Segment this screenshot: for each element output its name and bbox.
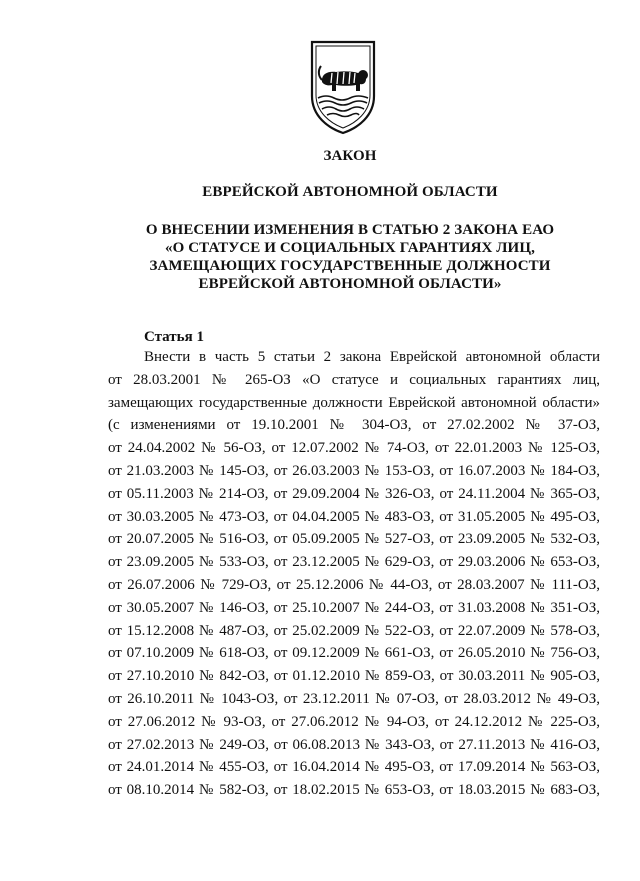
body-line: от 21.03.2003 № 145-ОЗ, от 26.03.2003 № 153-ОЗ, от 16.07.2003 № 184-ОЗ, bbox=[108, 462, 600, 479]
law-subtitle bbox=[120, 221, 580, 293]
body-line: замещающих государственные должности Еврейской автономной области» bbox=[108, 394, 600, 411]
body-line: от 27.06.2012 № 93-ОЗ, от 27.06.2012 № 94-ОЗ, от 24.12.2012 № 225-ОЗ, bbox=[108, 713, 600, 730]
body-line: от 24.01.2014 № 455-ОЗ, от 16.04.2014 № 495-ОЗ, от 17.09.2014 № 563-ОЗ, bbox=[108, 759, 600, 776]
body-line: от 23.09.2005 № 533-ОЗ, от 23.12.2005 № 629-ОЗ, от 29.03.2006 № 653-ОЗ, bbox=[108, 554, 600, 571]
coat-of-arms-icon bbox=[308, 38, 378, 136]
region-title: ЕВРЕЙСКОЙ АВТОНОМНОЙ ОБЛАСТИ bbox=[202, 184, 498, 200]
article-body bbox=[108, 346, 600, 802]
subtitle-line: О ВНЕСЕНИИ ИЗМЕНЕНИЯ В СТАТЬЮ 2 ЗАКОНА ЕАО bbox=[145, 222, 555, 238]
subtitle-line: ЕВРЕЙСКОЙ АВТОНОМНОЙ ОБЛАСТИ» bbox=[198, 276, 502, 292]
body-line: от 15.12.2008 № 487-ОЗ, от 25.02.2009 № 522-ОЗ, от 22.07.2009 № 578-ОЗ, bbox=[108, 622, 600, 639]
article-title: Статья 1 bbox=[144, 329, 204, 345]
subtitle-line: «О СТАТУСЕ И СОЦИАЛЬНЫХ ГАРАНТИЯХ ЛИЦ, bbox=[165, 240, 535, 256]
body-line: от 08.10.2014 № 582-ОЗ, от 18.02.2015 № 653-ОЗ, от 18.03.2015 № 683-ОЗ, bbox=[108, 782, 600, 799]
body-line: от 05.11.2003 № 214-ОЗ, от 29.09.2004 № 326-ОЗ, от 24.11.2004 № 365-ОЗ, bbox=[108, 485, 600, 502]
body-line: от 24.04.2002 № 56-ОЗ, от 12.07.2002 № 74-ОЗ, от 22.01.2003 № 125-ОЗ, bbox=[108, 440, 600, 457]
body-line: от 30.05.2007 № 146-ОЗ, от 25.10.2007 № 244-ОЗ, от 31.03.2008 № 351-ОЗ, bbox=[108, 599, 600, 616]
body-line: Внести в часть 5 статьи 2 закона Еврейской автономной области bbox=[144, 349, 600, 365]
body-line: от 20.07.2005 № 516-ОЗ, от 05.09.2005 № 527-ОЗ, от 23.09.2005 № 532-ОЗ, bbox=[108, 531, 600, 548]
subtitle-line: ЗАМЕЩАЮЩИХ ГОСУДАРСТВЕННЫЕ ДОЛЖНОСТИ bbox=[149, 258, 551, 274]
body-line: (с изменениями от 19.10.2001 № 304-ОЗ, от 27.02.2002 № 37-ОЗ, bbox=[108, 417, 600, 434]
body-line: от 07.10.2009 № 618-ОЗ, от 09.12.2009 № 661-ОЗ, от 26.05.2010 № 756-ОЗ, bbox=[108, 645, 600, 662]
body-line: от 28.03.2001 № 265-ОЗ «О статусе и социальных гарантиях лиц, bbox=[108, 371, 600, 388]
body-line: от 26.10.2011 № 1043-ОЗ, от 23.12.2011 № 07-ОЗ, от 28.03.2012 № 49-ОЗ, bbox=[108, 690, 600, 707]
law-title: ЗАКОН bbox=[323, 148, 377, 164]
body-line: от 26.07.2006 № 729-ОЗ, от 25.12.2006 № 44-ОЗ, от 28.03.2007 № 111-ОЗ, bbox=[108, 576, 600, 593]
body-line: от 27.10.2010 № 842-ОЗ, от 01.12.2010 № 859-ОЗ, от 30.03.2011 № 905-ОЗ, bbox=[108, 668, 600, 685]
body-line: от 30.03.2005 № 473-ОЗ, от 04.04.2005 № 483-ОЗ, от 31.05.2005 № 495-ОЗ, bbox=[108, 508, 600, 525]
body-line: от 27.02.2013 № 249-ОЗ, от 06.08.2013 № 343-ОЗ, от 27.11.2013 № 416-ОЗ, bbox=[108, 736, 600, 753]
